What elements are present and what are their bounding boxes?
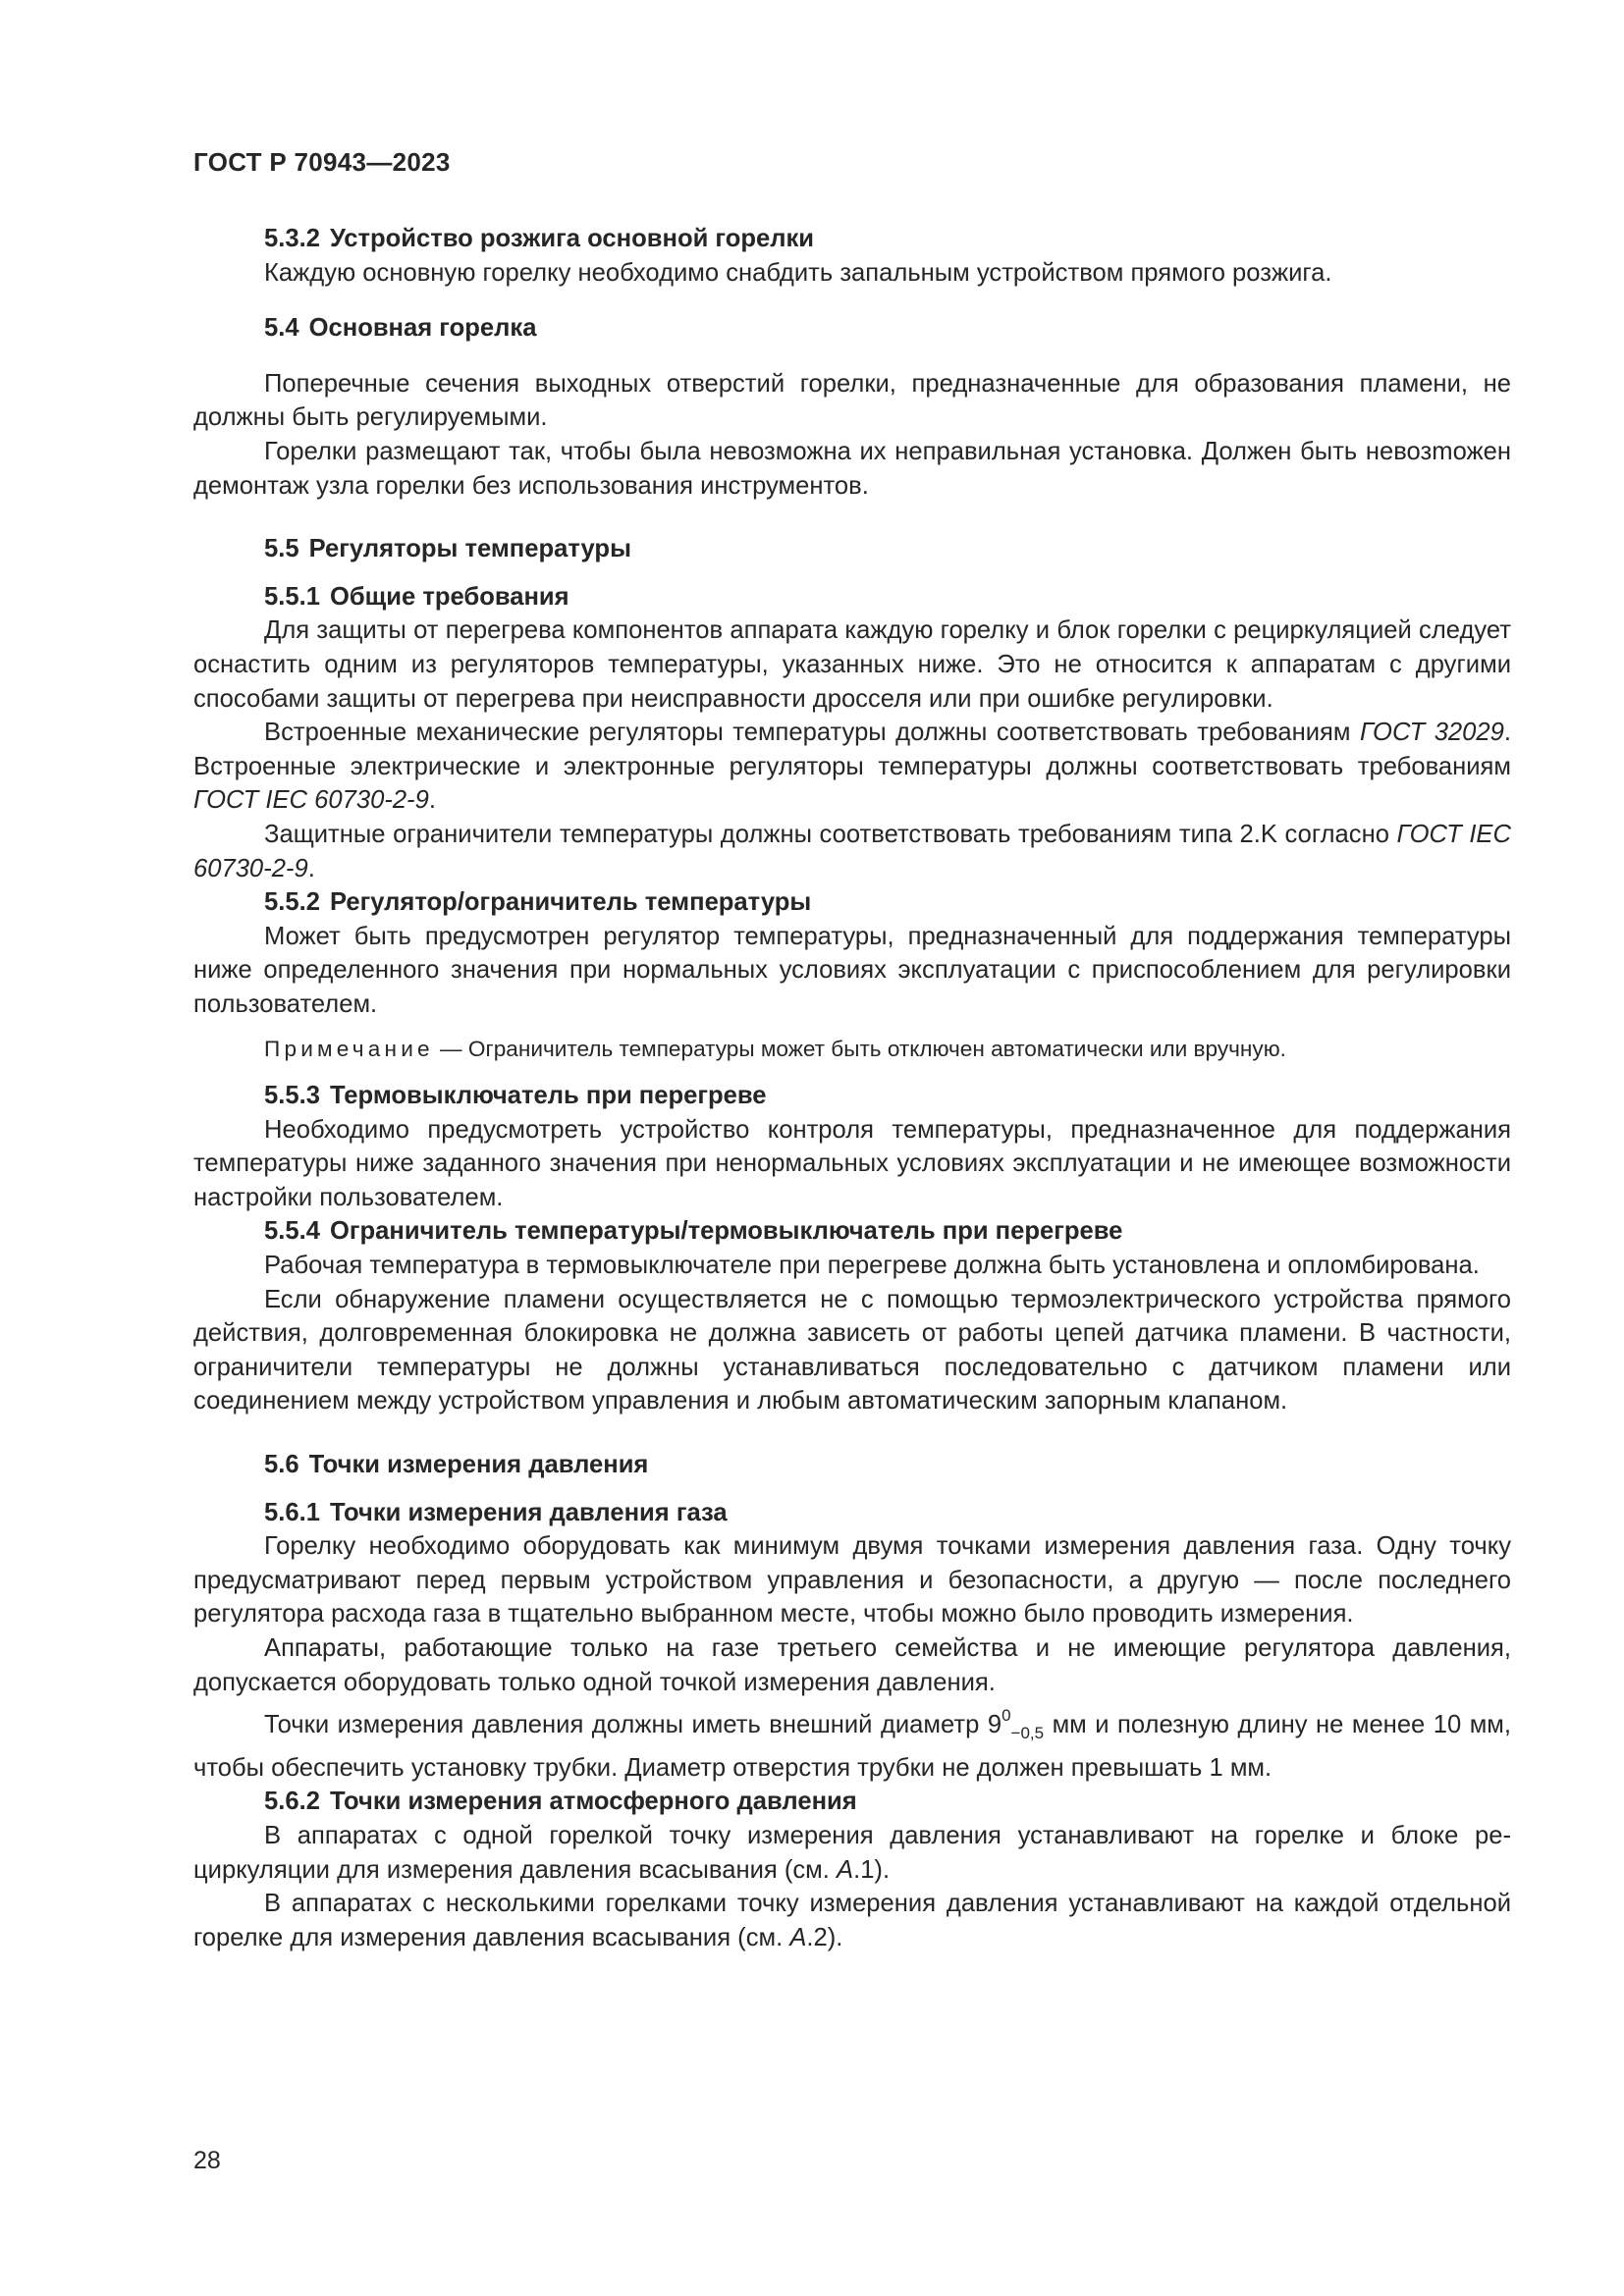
paragraph: Поперечные сечения выходных отверстий горелки, предназначенные для образования пламени, не должны быть регулируемыми.	[193, 369, 1511, 432]
tolerance-lower: −0,5	[1010, 1724, 1045, 1743]
text-run: Защитные ограничители температуры должны соответствовать требованиям типа 2.K согласно	[264, 820, 1397, 848]
paragraph	[193, 716, 1511, 818]
text-run: .	[307, 854, 315, 882]
section-title: Ограничитель температуры/термовыключатель при перегреве	[329, 1217, 1123, 1246]
note	[193, 1033, 1511, 1067]
section-heading-5-6-1	[193, 1496, 1511, 1530]
section-number: 5.5.3	[264, 1082, 320, 1110]
paragraph: Для защиты от перегрева компонентов аппарата каждую горелку и блок горелки с рециркуляцией следует оснастить одним из регуляторов температуры, указанных ниже. Это не относится к аппаратам с другими способами защиты от перегрева при неисправности дросселя или при ошибке регулировки.	[193, 616, 1511, 713]
section-title: Точки измерения давления газа	[329, 1498, 728, 1526]
paragraph: Может быть предусмотрен регулятор температуры, предназначенный для поддержания температуры ниже определенного значения при нормальных условиях эксплуатации с приспособлением для регулировки пользователем.	[193, 922, 1511, 1018]
page-number: 28	[193, 2147, 221, 2174]
section-heading-5-5-1	[193, 580, 1511, 614]
paragraph: Рабочая температура в термовыключателе при перегреве должна быть установлена и опломбирована.	[264, 1252, 1480, 1280]
section-number: 5.5.2	[264, 888, 320, 917]
text-run: . Встроенные электрические и электронные регуляторы температуры должны соответствовать требованиям	[193, 719, 1511, 780]
section-heading-5-5-2	[193, 885, 1511, 920]
tolerance-upper: 0	[1001, 1706, 1011, 1726]
note-text: — Ограничитель температуры может быть отключен автоматически или вручную.	[433, 1037, 1286, 1062]
text-run: .	[428, 786, 436, 815]
standard-reference: ГОСТ 32029	[1359, 719, 1504, 747]
section-title: Основная горелка	[308, 314, 537, 343]
text-run: В аппаратах с несколькими горелками точку измерения давления устанавливают на каждой отдельной горелке для измерения давления всасывания (см.	[193, 1890, 1511, 1951]
text-run: .2).	[806, 1923, 843, 1951]
section-number: 5.6	[264, 1451, 299, 1478]
section-heading-5-4	[193, 311, 1511, 346]
paragraph: Каждую основную горелку необходимо снабдить запальным устройством прямого розжига.	[264, 258, 1332, 287]
standard-reference: ГОСТ IEC 60730-2-9	[193, 786, 429, 815]
paragraph	[193, 1699, 1511, 1785]
section-title: Устройство розжига основной горелки	[329, 225, 815, 252]
section-title: Точки измерения давления	[308, 1451, 649, 1478]
text-run: мм и полезную длину не менее 10 мм, чтобы обеспечить установку трубки. Диаметр отверстия трубки не должен превышать 1 мм.	[193, 1711, 1511, 1782]
section-number: 5.6.1	[264, 1498, 320, 1526]
text-run: Точки измерения давления должны иметь внешний диаметр 9	[264, 1711, 1002, 1739]
section-number: 5.4	[264, 314, 299, 343]
paragraph: Аппараты, работающие только на газе третьего семейства и не имеющие регулятора давления, допускается оборудовать только одной точкой измерения давления.	[193, 1633, 1511, 1696]
text-run: Встроенные механические регуляторы температуры должны соответствовать требованиям	[264, 719, 1360, 747]
paragraph: Необходимо предусмотреть устройство контроля температуры, предназначенное для поддержания температуры ниже заданного значения при ненормальных условиях эксплуатации и не имеющее возможности настройки пользователем.	[193, 1115, 1511, 1211]
section-number: 5.6.2	[264, 1788, 320, 1816]
paragraph: Если обнаружение пламени осуществляется не с помощью термоэлектрического устройства прямого действия, долговременная блокировка не должна зависеть от работы цепей датчика пламени. В частности, ограничители температуры не должны устанавливаться последовательно с датчиком пламени или соединением между устройством управления и любым автоматическим запорным клапаном.	[193, 1285, 1511, 1415]
text-run: В аппаратах с одной горелкой точку измерения давления устанавливают на горелке и блоке рециркуляции для измерения давления всасывания (см.	[193, 1821, 1511, 1884]
section-heading-5-6	[193, 1448, 1511, 1482]
section-heading-5-6-2	[193, 1785, 1511, 1819]
standard-reference: ГОСТ IEC 60730-2-9	[193, 820, 1511, 882]
document-body	[193, 222, 1511, 1954]
section-number: 5.5.4	[264, 1217, 320, 1246]
annex-reference: А	[837, 1855, 854, 1884]
section-number: 5.5.1	[264, 582, 320, 611]
paragraph: Горелку необходимо оборудовать как минимум двумя точками измерения давления газа. Одну точку предусматривают перед первым устройством управления и безопасности, а другую — после последнего регулятора расхода газа в тщательно выбранном месте, чтобы можно было проводить измерения.	[193, 1532, 1511, 1629]
paragraph: Горелки размещают так, чтобы была невозможна их неправильная установка. Должен быть невозmожен демонтаж узла горелки без использования инструментов.	[193, 437, 1511, 500]
section-number: 5.5	[264, 535, 299, 563]
section-title: Регуляторы температуры	[308, 535, 631, 563]
text-run: .1).	[853, 1855, 891, 1884]
section-heading-5-5	[193, 532, 1511, 566]
paragraph	[193, 1819, 1511, 1887]
note-label: Примечание	[264, 1037, 434, 1062]
paragraph	[193, 1887, 1511, 1954]
section-title: Регулятор/ограничитель температуры	[329, 888, 812, 917]
annex-reference: А	[789, 1923, 807, 1951]
section-heading-5-3-2	[193, 222, 1511, 256]
section-title: Общие требования	[329, 582, 569, 611]
section-title: Точки измерения атмосферного давления	[329, 1788, 857, 1816]
paragraph	[193, 818, 1511, 885]
section-heading-5-5-4	[193, 1214, 1511, 1249]
section-heading-5-5-3	[193, 1079, 1511, 1113]
document-header: ГОСТ Р 70943—2023	[193, 147, 451, 177]
section-number: 5.3.2	[264, 225, 320, 252]
section-title: Термовыключатель при перегреве	[329, 1082, 767, 1110]
